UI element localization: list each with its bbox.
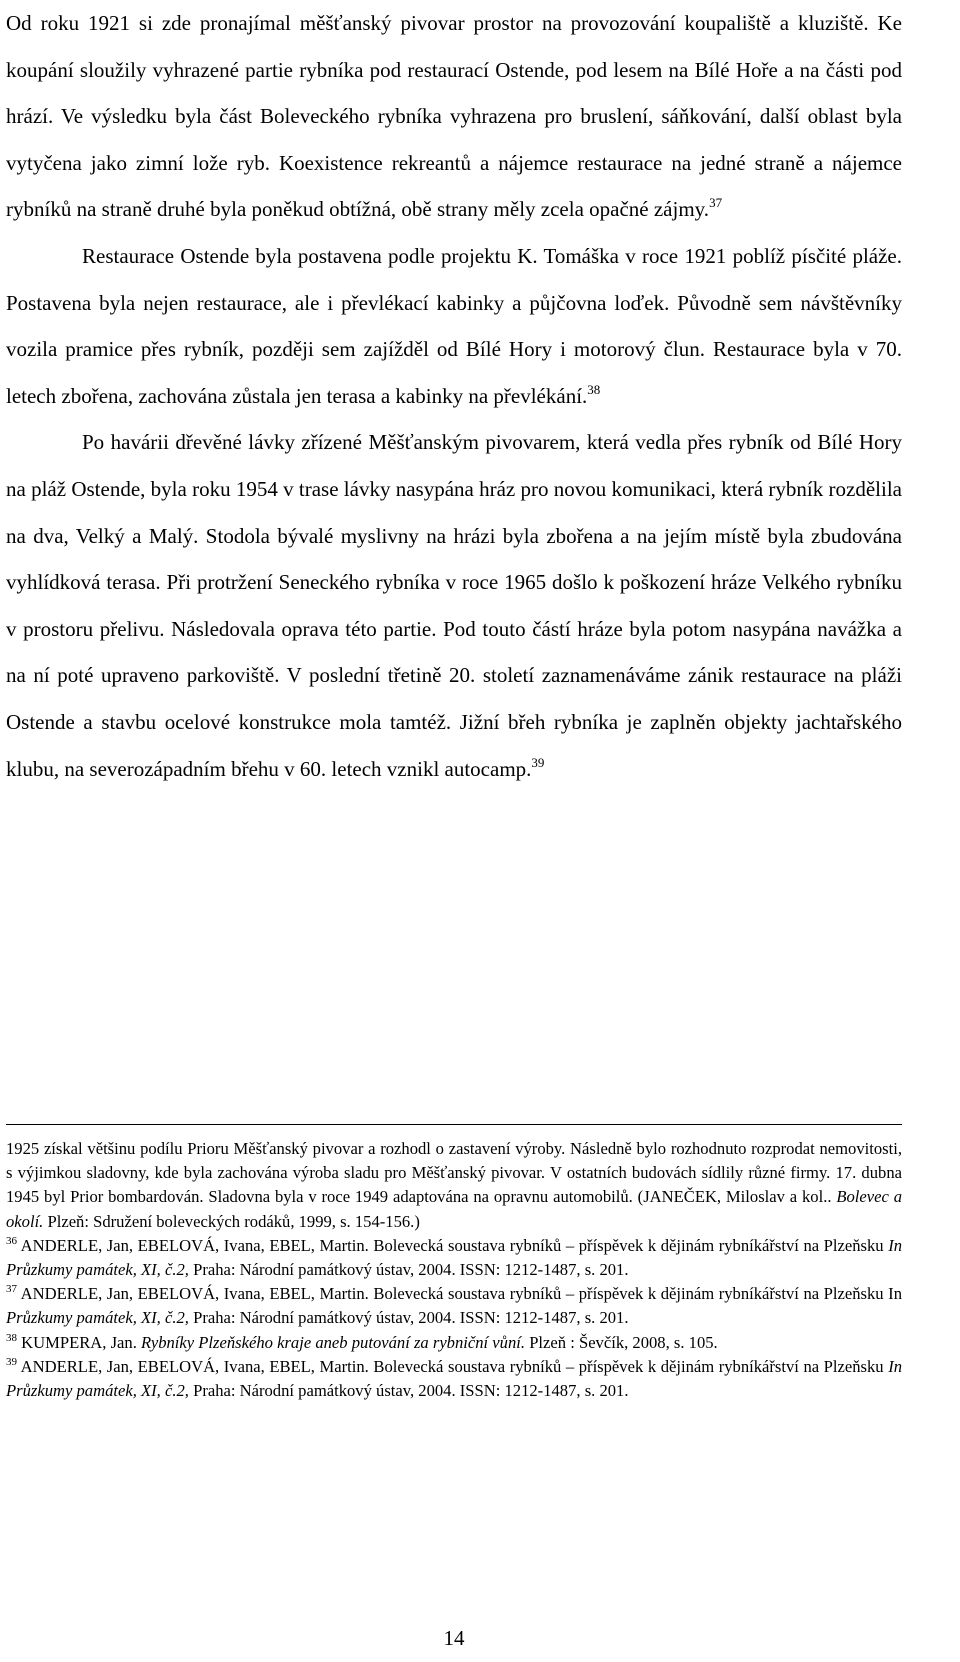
paragraph-2 [6, 233, 902, 419]
paragraph-3 [6, 419, 902, 792]
footnote-38: $^{38}$ KUMPERA, Jan. Rybníky Plzeňského kraje aneb putování za rybniční vůní. Plzeň : Ševčík, 2008, s. 105. [6, 1331, 718, 1352]
footnote-number-39: 39 [6, 1355, 17, 1368]
footnote-separator [6, 1124, 902, 1125]
paragraph-3-text: Po havárii dřevěné lávky zřízené Měšťanským pivovarem, která vedla přes rybník od Bílé Hory na pláž Ostende, byla roku 1954 v trase lávky nasypána hráz pro novou komunikaci, která rybník rozdělila na dva, Velký a Malý. Stodola bývalé myslivny na hrázi byla zbořena a na jejím místě byla zbudována vyhlídková terasa. Při protržení Seneckého rybníka v roce 1965 došlo k poškození hráze Velkého rybníku v prostoru přelivu. Následovala oprava této partie. Pod touto částí hráze byla potom nasypána navážka a na ní poté upraveno parkoviště. V poslední třetině 20. století zaznamenáváme zánik restaurace na pláži Ostende a stavbu ocelové konstrukce mola tamtéž. Jižní břeh rybníka je zaplněn objekty jachtařského klubu, na severozápadním břehu v 60. letech vznikl autocamp. [6, 430, 902, 781]
footnote-37: $^{37}$ ANDERLE, Jan, EBELOVÁ, Ivana, EBEL, Martin. Bolevecká soustava rybníků – příspěvek k dějinám rybníkářství na Plzeňsku In Průzkumy památek, XI, č.2, Praha: Národní památkový ústav, 2004. ISSN: 1212-1487, s. 201. [6, 1283, 902, 1328]
main-text [6, 0, 902, 792]
footnote-number-36: 36 [6, 1234, 17, 1247]
footnote-ref-38[interactable]: 38 [587, 381, 601, 397]
footnote-number-37: 37 [6, 1283, 17, 1296]
footnote-continued: 1925 získal většinu podílu Prioru Měšťanský pivovar a rozhodl o zastavení výroby. Následně bylo rozhodnuto rozprodat nemovitosti, s výjimkou sladovny, kde byla zachována výroba sladu pro Měšťanský pivovar. V ostatních budovách sídlily různé firmy. 17. dubna 1945 byl Prior bombardován. Sladovna byla v roce 1949 adaptována na opravnu automobilů. (JANEČEK, Miloslav a kol.. Bolevec a okolí. Plzeň: Sdružení boleveckých rodáků, 1999, s. 154-156.) [6, 1139, 903, 1231]
page-number: 14 [443, 1626, 465, 1650]
paragraph-1-text: Od roku 1921 si zde pronajímal měšťanský pivovar prostor na provozování koupaliště a kluziště. Ke koupání sloužily vyhrazené partie rybníka pod restaurací Ostende, pod lesem na Bílé Hoře a na části pod hrází. Ve výsledku byla část Boleveckého rybníka vyhrazena pro bruslení, sáňkování, další oblast byla vytyčena jako zimní lože ryb. Koexistence rekreantů a nájemce restaurace na jedné straně a nájemce rybníků na straně druhé byla poněkud obtížná, obě strany měly zcela opačné zájmy. [6, 11, 902, 222]
paragraph-1 [6, 0, 902, 233]
footnote-ref-37[interactable]: 37 [709, 195, 723, 211]
footnote-ref-39[interactable]: 39 [531, 754, 545, 770]
paragraph-2-text: Restaurace Ostende byla postavena podle projektu K. Tomáška v roce 1921 poblíž písčité pláže. Postavena byla nejen restaurace, ale i převlékací kabinky a půjčovna loďek. Původně sem návštěvníky vozila pramice přes rybník, později sem zajížděl od Bílé Hory i motorový člun. Restaurace byla v 70. letech zbořena, zachována zůstala jen terasa a kabinky na převlékání. [6, 243, 902, 408]
footnote-39: $^{39}$ ANDERLE, Jan, EBELOVÁ, Ivana, EBEL, Martin. Bolevecká soustava rybníků – příspěvek k dějinám rybníkářství na Plzeňsku In Průzkumy památek, XI, č.2, Praha: Národní památkový ústav, 2004. ISSN: 1212-1487, s. 201. [6, 1355, 903, 1401]
footnote-36: $^{36}$ ANDERLE, Jan, EBELOVÁ, Ivana, EBEL, Martin. Bolevecká soustava rybníků – příspěvek k dějinám rybníkářství na Plzeňsku In Průzkumy památek, XI, č.2, Praha: Národní památkový ústav, 2004. ISSN: 1212-1487, s. 201. [6, 1234, 903, 1280]
footnote-number-38: 38 [6, 1331, 17, 1344]
footnotes [6, 1137, 902, 1403]
